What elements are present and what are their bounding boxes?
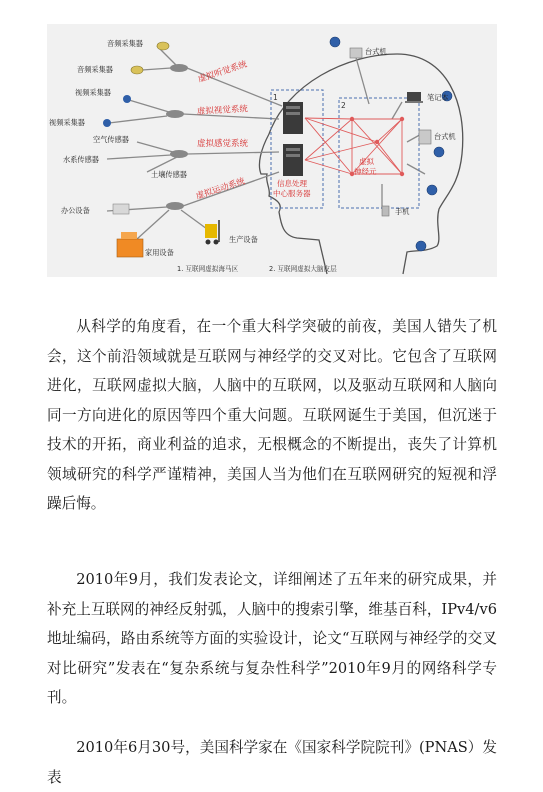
label-auditory-system: 虚拟听觉系统	[196, 59, 249, 85]
hub-sensory	[170, 150, 188, 158]
label-video-collector-2: 视频采集器	[49, 118, 85, 127]
label-desktop-2: 台式机	[434, 132, 456, 141]
paragraph-3: 2010年6月30号，美国科学家在《国家科学院院刊》(PNAS）发表	[47, 739, 497, 786]
server-icon	[283, 102, 303, 176]
label-phone: 手机	[395, 207, 410, 216]
cortex-box	[339, 98, 419, 208]
label-office-device: 办公设备	[61, 206, 90, 215]
label-visual-system: 虚拟视觉系统	[196, 104, 249, 117]
hub-motor	[166, 202, 184, 210]
home-device-icon	[117, 232, 143, 257]
paragraph-1-container	[47, 312, 497, 519]
label-neuron-2: 神经元	[354, 167, 377, 176]
label-audio-collector-1: 音频采集器	[107, 39, 143, 48]
user-icon	[330, 37, 452, 251]
label-num-2: 2	[341, 101, 346, 110]
hub-visual	[166, 110, 184, 118]
label-sensory-system: 虚拟感觉系统	[197, 139, 249, 149]
label-water-sensor: 水系传感器	[63, 155, 99, 164]
label-neuron-1: 虚拟	[359, 157, 374, 166]
caption-cortex: 2. 互联网虚拟大脑皮层	[269, 265, 337, 273]
label-air-sensor: 空气传感器	[93, 135, 129, 144]
label-production-device: 生产设备	[229, 235, 258, 244]
hub-auditory	[170, 64, 188, 72]
caption-hippocampus: 1. 互联网虚拟海马区	[177, 265, 239, 273]
label-home-device: 家用设备	[145, 248, 174, 257]
label-soil-sensor: 土壤传感器	[151, 170, 187, 179]
label-server-1: 信息处理	[277, 179, 307, 188]
label-audio-collector-2: 音频采集器	[77, 65, 113, 74]
label-notebook: 笔记本	[427, 93, 449, 102]
virtual-neuron-network	[305, 118, 402, 174]
internet-brain-diagram	[47, 24, 497, 277]
label-num-1: 1	[273, 93, 278, 102]
label-desktop-1: 台式机	[365, 47, 387, 56]
paragraph-2-container	[47, 565, 497, 713]
label-motor-system: 虚拟运动系统	[194, 176, 247, 202]
paragraph-1: 从科学的角度看，在一个重大科学突破的前夜，美国人错失了机会，这个前沿领域就是互联网与神经学的交叉对比。它包含了互联网进化，互联网虚拟大脑，人脑中的互联网，以及驱动互联网和人脑向同一方向进化的原因等四个重大问题。互联网诞生于美国，但沉迷于技术的开拓，商业利益的追求，无根概念的不断提出，丧失了计算机领域研究的科学严谨精神，美国人当为他们在互联网研究的短视和浮躁后悔。	[47, 318, 497, 512]
paragraph-3-container	[47, 733, 497, 792]
label-video-collector-1: 视频采集器	[75, 88, 111, 97]
forklift-icon	[205, 220, 219, 245]
label-server-2: 中心服务器	[273, 189, 311, 198]
office-device-icon	[113, 204, 129, 214]
paragraph-2: 2010年9月，我们发表论文，详细阐述了五年来的研究成果，并补充上互联网的神经反射弧，人脑中的搜索引擎，维基百科，IPv4/v6地址编码，路由系统等方面的实验设计，论文“互联网与神经学的交叉对比研究”发表在“复杂系统与复杂性科学”2010年9月的网络科学专刊。	[47, 571, 497, 706]
